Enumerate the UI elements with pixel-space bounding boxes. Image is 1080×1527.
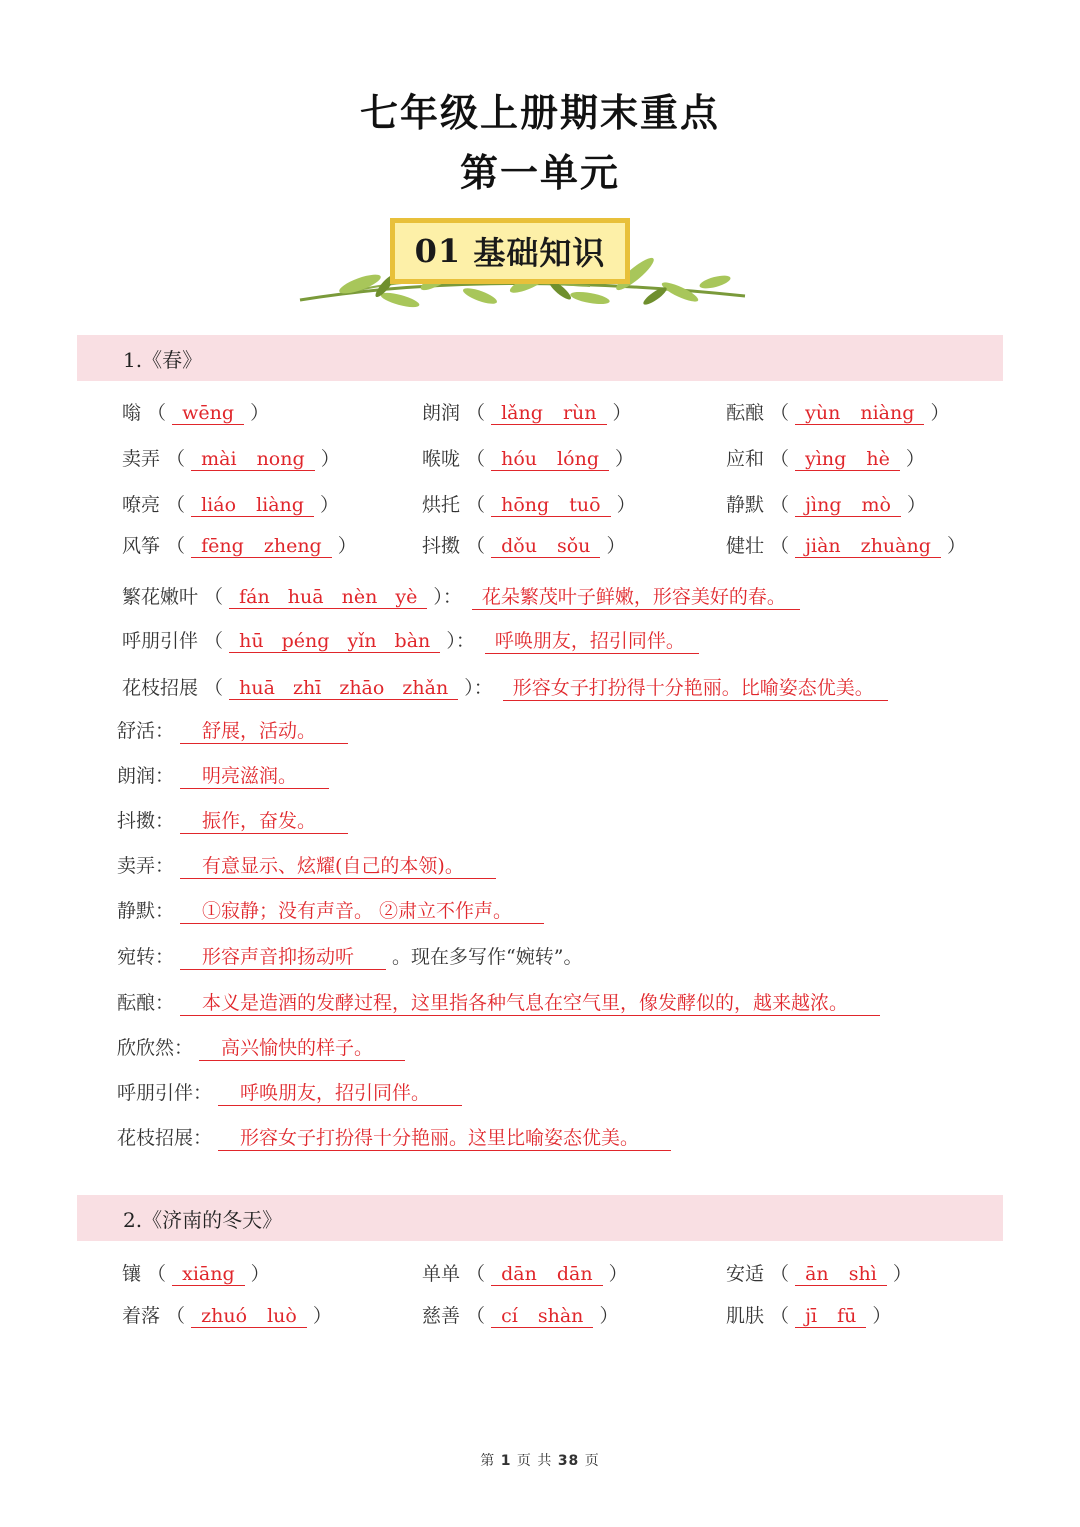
pinyin-answer: dǒu sǒu <box>491 535 600 558</box>
pinyin-answer: xiāng <box>172 1263 245 1286</box>
section-heading-chun <box>77 335 1003 381</box>
idiom-pinyin: huā zhī zhāo zhǎn <box>229 677 458 700</box>
definition-meaning: 有意显示、炫耀(自己的本领)。 <box>180 851 496 879</box>
definition-item: 朗润： 明亮滋润。 <box>117 761 329 789</box>
pinyin-item: 镶 （ xiāng ） <box>122 1263 270 1285</box>
pinyin-item: 着落 （ zhuó luò ） <box>122 1305 332 1327</box>
definition-note: 。现在多写作“婉转”。 <box>392 946 583 968</box>
pinyin-answer: cí shàn <box>491 1305 593 1328</box>
section-heading-label: 1.《春》 <box>123 347 203 372</box>
pinyin-answer: jī fū <box>795 1305 866 1328</box>
idiom-item: 繁花嫩叶 （ fán huā nèn yè ）： 花朵繁茂叶子鲜嫩，形容美好的春。 <box>122 582 800 610</box>
idiom-meaning: 形容女子打扮得十分艳丽。比喻姿态优美。 <box>503 673 888 701</box>
pinyin-answer: yùn niàng <box>795 402 924 425</box>
pinyin-item: 静默 （ jìng mò ） <box>726 494 927 516</box>
definition-item: 舒活： 舒展，活动。 <box>117 716 348 744</box>
pinyin-answer: lǎng rùn <box>491 402 606 425</box>
pinyin-answer: mài nong <box>191 448 315 471</box>
pinyin-item: 烘托 （ hōng tuō ） <box>422 494 636 516</box>
definition-meaning: 本义是造酒的发酵过程，这里指各种气息在空气里，像发酵似的，越来越浓。 <box>180 988 880 1016</box>
pinyin-answer: ān shì <box>795 1263 887 1286</box>
pinyin-item: 安适 （ ān shì ） <box>726 1263 912 1285</box>
page-title: 七年级上册期末重点 <box>359 90 720 135</box>
pinyin-answer: fēng zheng <box>191 535 332 558</box>
definition-item: 花枝招展： 形容女子打扮得十分艳丽。这里比喻姿态优美。 <box>117 1123 671 1151</box>
pinyin-answer: liáo liàng <box>191 494 314 517</box>
pinyin-item: 嘹亮 （ liáo liàng ） <box>122 494 339 516</box>
idiom-pinyin: hū péng yǐn bàn <box>229 630 440 653</box>
definition-meaning: 形容女子打扮得十分艳丽。这里比喻姿态优美。 <box>218 1123 671 1151</box>
definition-item: 酝酿： 本义是造酒的发酵过程，这里指各种气息在空气里，像发酵似的，越来越浓。 <box>117 988 880 1016</box>
definition-meaning: 高兴愉快的样子。 <box>199 1033 405 1061</box>
pinyin-item: 肌肤 （ jī fū ） <box>726 1305 892 1327</box>
pinyin-item: 应和 （ yìng hè ） <box>726 448 925 470</box>
section-heading-jinan <box>77 1195 1003 1241</box>
definition-item: 抖擞： 振作，奋发。 <box>117 806 348 834</box>
pinyin-item: 卖弄 （ mài nong ） <box>122 448 340 470</box>
pinyin-item: 抖擞 （ dǒu sǒu ） <box>422 535 626 557</box>
pinyin-item: 风筝 （ fēng zheng ） <box>122 535 357 557</box>
badge-number: 01 <box>414 232 462 270</box>
definition-item: 欣欣然： 高兴愉快的样子。 <box>117 1033 405 1061</box>
pinyin-item: 酝酿 （ yùn niàng ） <box>726 402 950 424</box>
page-footer: 第 1 页 共 38 页 <box>480 1453 600 1469</box>
definition-item: 静默： ①寂静；没有声音。 ②肃立不作声。 <box>117 896 544 924</box>
definition-meaning: 振作，奋发。 <box>180 806 348 834</box>
pinyin-item: 喉咙 （ hóu lóng ） <box>422 448 635 470</box>
pinyin-answer: jìng mò <box>795 494 901 517</box>
pinyin-item: 朗润 （ lǎng rùn ） <box>422 402 632 424</box>
pinyin-item: 慈善 （ cí shàn ） <box>422 1305 619 1327</box>
idiom-item: 呼朋引伴 （ hū péng yǐn bàn ）： 呼唤朋友，招引同伴。 <box>122 626 699 654</box>
idiom-meaning: 花朵繁茂叶子鲜嫩，形容美好的春。 <box>472 582 800 610</box>
pinyin-answer: wēng <box>172 402 244 425</box>
idiom-meaning: 呼唤朋友，招引同伴。 <box>485 626 699 654</box>
pinyin-answer: dān dān <box>491 1263 603 1286</box>
definition-meaning: 形容声音抑扬动听 <box>180 942 386 970</box>
definition-item: 宛转： 形容声音抑扬动听 。现在多写作“婉转”。 <box>117 942 582 970</box>
pinyin-answer: jiàn zhuàng <box>795 535 941 558</box>
idiom-pinyin: fán huā nèn yè <box>229 586 427 609</box>
definition-meaning: ①寂静；没有声音。 ②肃立不作声。 <box>180 896 544 924</box>
badge-label <box>390 218 630 284</box>
pinyin-item: 嗡 （ wēng ） <box>122 402 270 424</box>
definition-item: 卖弄： 有意显示、炫耀(自己的本领)。 <box>117 851 496 879</box>
pinyin-answer: hōng tuō <box>491 494 610 517</box>
page-number: 1 <box>500 1453 512 1469</box>
page-total: 38 <box>557 1453 580 1469</box>
pinyin-answer: yìng hè <box>795 448 900 471</box>
pinyin-item: 单单 （ dān dān ） <box>422 1263 628 1285</box>
definition-item: 呼朋引伴： 呼唤朋友，招引同伴。 <box>117 1078 462 1106</box>
idiom-item: 花枝招展 （ huā zhī zhāo zhǎn ）： 形容女子打扮得十分艳丽。比喻姿态优美。 <box>122 673 888 701</box>
pinyin-item: 健壮 （ jiàn zhuàng ） <box>726 535 966 557</box>
pinyin-answer: hóu lóng <box>491 448 609 471</box>
definition-meaning: 舒展，活动。 <box>180 716 348 744</box>
definition-meaning: 呼唤朋友，招引同伴。 <box>218 1078 462 1106</box>
section-badge <box>290 212 760 312</box>
section-heading-label: 2.《济南的冬天》 <box>123 1207 283 1232</box>
unit-title: 第一单元 <box>459 150 620 195</box>
pinyin-answer: zhuó luò <box>191 1305 307 1328</box>
badge-text: 基础知识 <box>473 234 606 272</box>
definition-meaning: 明亮滋润。 <box>180 761 329 789</box>
